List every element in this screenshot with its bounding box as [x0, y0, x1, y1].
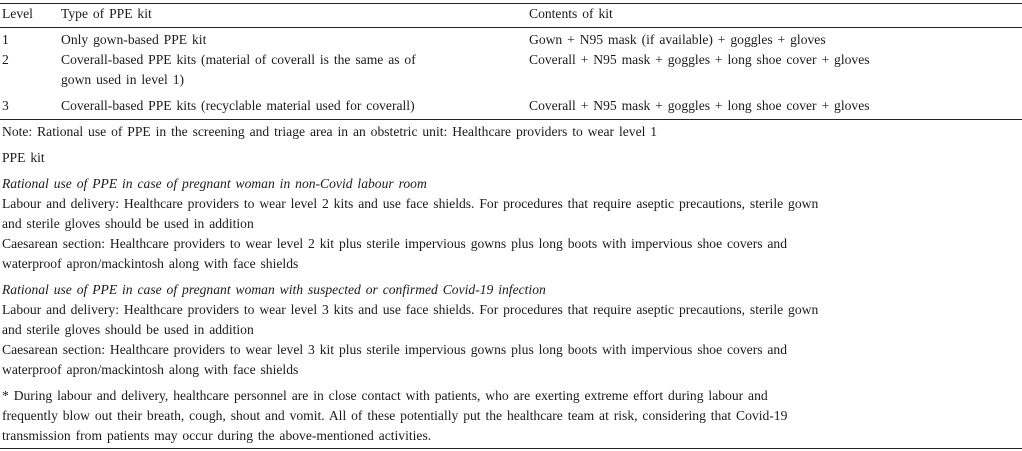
row-2-contents: Coverall + N95 mask + goggles + long shoe cover + gloves	[529, 52, 870, 67]
section-covid-labour-line-1: Labour and delivery: Healthcare providers to wear level 3 kits and use face shields. For procedures that require aseptic precautions, sterile gown	[2, 302, 819, 317]
notes-top-rule	[0, 119, 1022, 120]
row-2-type-line-2: gown used in level 1)	[61, 72, 185, 87]
note-line-2: PPE kit	[2, 150, 45, 165]
section-non-covid-labour-line-1: Labour and delivery: Healthcare providers to wear level 2 kits and use face shields. For procedures that require aseptic precautions, sterile gown	[2, 196, 819, 211]
section-covid-labour-line-2: and sterile gloves should be used in addition	[2, 322, 254, 337]
section-non-covid-labour-line-2: and sterile gloves should be used in addition	[2, 216, 254, 231]
table-bottom-rule	[0, 448, 1022, 449]
section-covid-heading: Rational use of PPE in case of pregnant woman with suspected or confirmed Covid-19 infection	[2, 282, 546, 297]
row-3-level: 3	[2, 98, 9, 113]
row-2-type-line-1: Coverall-based PPE kits (material of coverall is the same as of	[61, 52, 416, 67]
section-covid-caesarean-line-1: Caesarean section: Healthcare providers to wear level 3 kit plus sterile impervious gowns plus long boots with impervious shoe covers and	[2, 342, 788, 357]
section-non-covid-heading: Rational use of PPE in case of pregnant woman in non-Covid labour room	[2, 176, 427, 191]
section-covid-caesarean-line-2: waterproof apron/mackintosh along with face shields	[2, 362, 299, 377]
footnote-line-1: * During labour and delivery, healthcare personnel are in close contact with patients, who are exerting extreme effort during labour and	[2, 388, 768, 403]
footnote-line-2: frequently blow out their breath, cough, shout and vomit. All of these potentially put the healthcare team at risk, considering that Covid-19	[2, 408, 788, 423]
table-top-rule	[0, 3, 1022, 4]
note-line-1: Note: Rational use of PPE in the screening and triage area in an obstetric unit: Healthcare providers to wear level 1	[2, 124, 658, 139]
row-1-contents: Gown + N95 mask (if available) + goggles + gloves	[529, 32, 826, 47]
section-non-covid-caesarean-line-2: waterproof apron/mackintosh along with face shields	[2, 256, 299, 271]
footnote-line-3: transmission from patients may occur during the above-mentioned activities.	[2, 428, 432, 443]
row-3-contents: Coverall + N95 mask + goggles + long shoe cover + gloves	[529, 98, 870, 113]
header-level: Level	[2, 6, 33, 21]
row-1-type: Only gown-based PPE kit	[61, 32, 207, 47]
header-type-of-kit: Type of PPE kit	[61, 6, 152, 21]
header-contents-of-kit: Contents of kit	[529, 6, 613, 21]
row-3-type: Coverall-based PPE kits (recyclable material used for coverall)	[61, 98, 415, 113]
section-non-covid-caesarean-line-1: Caesarean section: Healthcare providers to wear level 2 kit plus sterile impervious gowns plus long boots with impervious shoe covers and	[2, 236, 788, 251]
row-2-level: 2	[2, 52, 9, 67]
row-1-level: 1	[2, 32, 9, 47]
header-rule	[0, 27, 1022, 28]
